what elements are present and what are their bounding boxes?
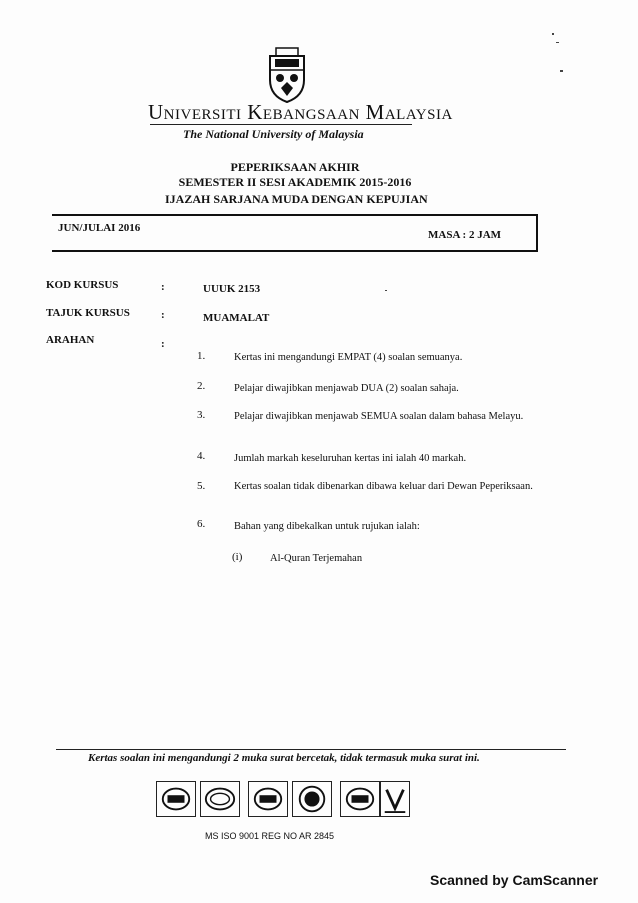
sub-instruction-text: Al-Quran Terjemahan [270, 553, 363, 564]
degree-title: IJAZAH SARJANA MUDA DENGAN KEPUJIAN [165, 192, 428, 206]
course-title: MUAMALAT [203, 312, 270, 324]
colon: : [161, 281, 165, 293]
instruction-text: Pelajar diwajibkan menjawab DUA (2) soalan sahaja. [234, 383, 459, 394]
scan-speck [556, 42, 559, 43]
colon: : [161, 309, 165, 321]
colon: : [161, 338, 165, 350]
certification-logos [156, 781, 416, 821]
instruction-text: Kertas soalan tidak dibenarkan dibawa keluar dari Dewan Peperiksaan. [234, 481, 533, 492]
scan-speck [560, 70, 563, 72]
instruction-text: Kertas ini mengandungi EMPAT (4) soalan semuanya. [234, 352, 463, 363]
certification-badge-icon [340, 781, 380, 817]
certification-badge-icon [200, 781, 240, 817]
certification-badge-icon [380, 781, 410, 817]
instruction-text: Bahan yang dibekalkan untuk rujukan ialah: [234, 521, 420, 532]
course-title-label: TAJUK KURSUS [46, 307, 130, 319]
exam-title [150, 160, 440, 190]
instruction-number: 5. [197, 480, 206, 492]
university-crest-icon [262, 46, 312, 104]
iso-registration: MS ISO 9001 REG NO AR 2845 [205, 831, 335, 841]
university-name: Universiti Kebangsaan Malaysia [148, 100, 453, 124]
certification-badge-icon [248, 781, 288, 817]
scan-speck [552, 33, 554, 35]
instruction-number: 4. [197, 450, 206, 462]
certification-badge-icon [156, 781, 196, 817]
instruction-number: 1. [197, 350, 206, 362]
instruction-number: 6. [197, 518, 206, 530]
footer-rule [56, 749, 566, 750]
instruction-text: Pelajar diwajibkan menjawab SEMUA soalan dalam bahasa Melayu. [234, 411, 524, 422]
instruction-text: Jumlah markah keseluruhan kertas ini ialah 40 markah. [234, 453, 467, 464]
exam-date: JUN/JULAI 2016 [58, 222, 141, 234]
exam-title-line2: SEMESTER II SESI AKADEMIK 2015-2016 [178, 175, 412, 189]
course-code: UUUK 2153 [203, 283, 261, 295]
exam-duration: MASA : 2 JAM [428, 229, 502, 241]
course-code-label: KOD KURSUS [46, 279, 119, 291]
exam-title-line1: PEPERIKSAAN AKHIR [230, 160, 360, 174]
instructions-label: ARAHAN [46, 334, 95, 346]
page-count-note: Kertas soalan ini mengandungi 2 muka surat bercetak, tidak termasuk muka surat ini. [88, 752, 480, 764]
scanner-watermark: Scanned by CamScanner [430, 872, 599, 888]
scan-speck [385, 290, 387, 291]
certification-badge-icon [292, 781, 332, 817]
university-subtitle: The National University of Malaysia [183, 127, 364, 141]
instruction-number: 3. [197, 409, 206, 421]
title-underline [150, 124, 412, 125]
instruction-number: 2. [197, 380, 206, 392]
sub-instruction-number: (i) [232, 551, 243, 563]
